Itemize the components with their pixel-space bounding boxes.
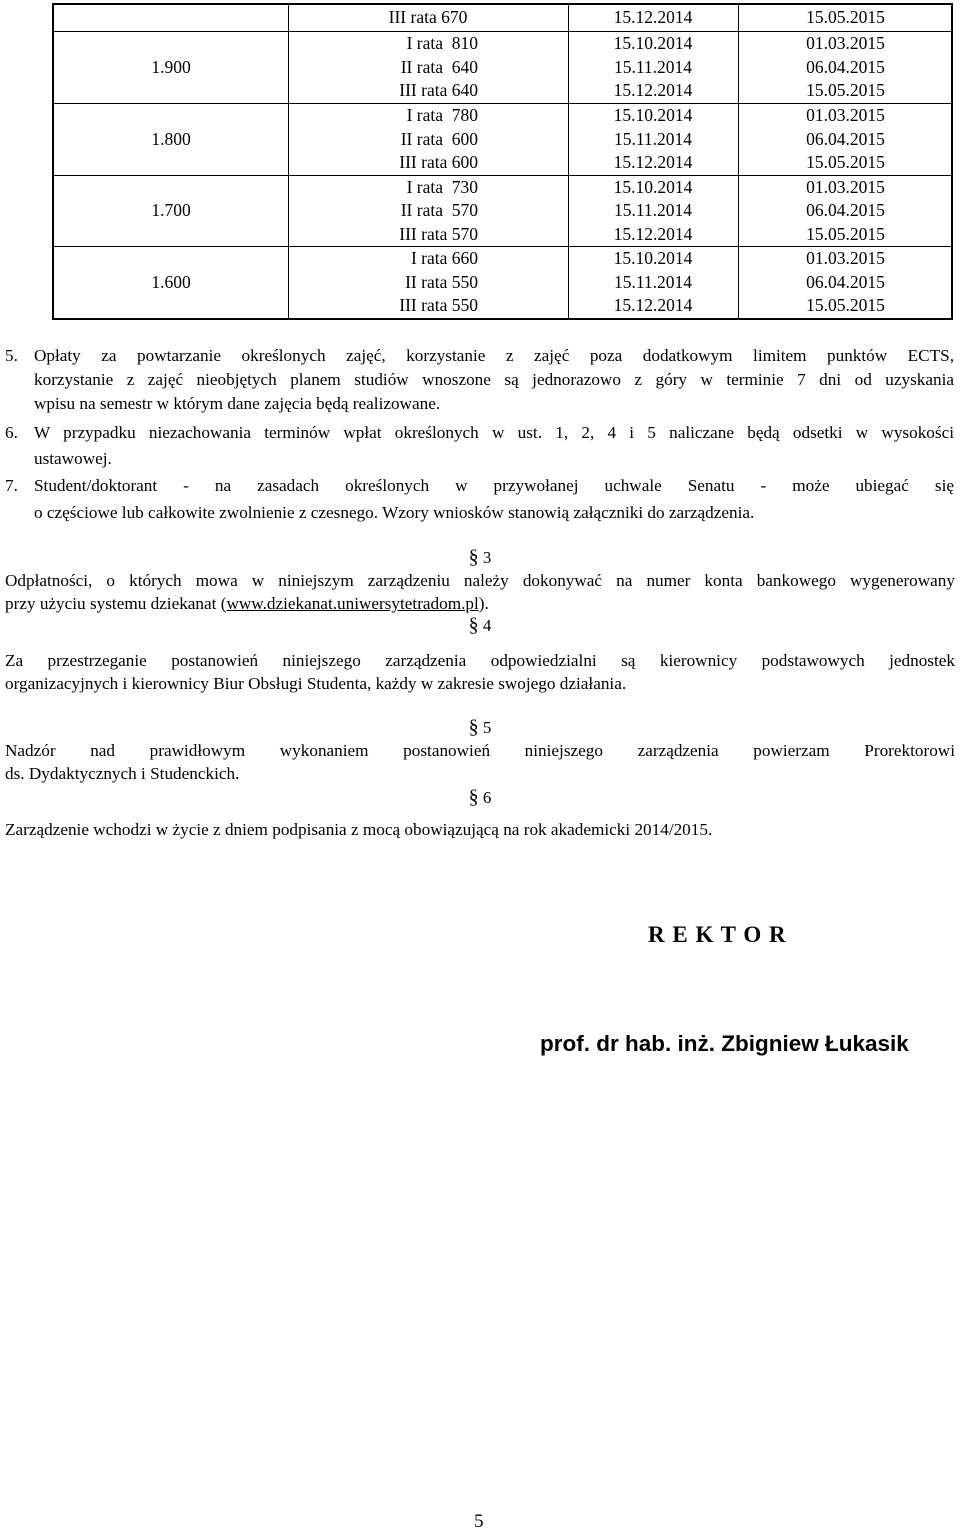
end-date: 15.05.2015 (806, 80, 885, 101)
item-text-line: W przypadku niezachowania terminów wpłat określonych w ust. 1, 2, 4 i 5 naliczane będą odsetki w wysokości (34, 423, 954, 442)
amount-cell (54, 5, 288, 31)
start-date: 15.12.2014 (613, 295, 693, 316)
table-row (54, 176, 951, 246)
start-date-cell (568, 247, 738, 318)
section-heading-5 (0, 716, 960, 739)
item-text-line: wpisu na semestr w którym dane zajęcia będą realizowane. (34, 394, 441, 413)
end-date-cell (738, 247, 953, 318)
installment-label: II rata 600 (400, 128, 478, 149)
installment-label: III rata 550 (399, 295, 478, 316)
end-date: 01.03.2015 (806, 176, 885, 197)
signatory-name: prof. dr hab. inż. Zbigniew Łukasik (540, 1031, 909, 1056)
end-date-cell (738, 104, 953, 175)
end-date-cell (738, 176, 953, 246)
item-text-line: Opłaty za powtarzanie określonych zajęć, korzystanie z zajęć poza dodatkowym limitem punktów ECTS, (34, 346, 954, 365)
installment-cell (288, 247, 568, 318)
installment-label: I rata 810 (406, 33, 478, 54)
section-3-text-line: Odpłatności, o których mowa w niniejszym zarządzeniu należy dokonywać na numer konta bankowego wygenerowany (5, 571, 955, 590)
start-date: 15.11.2014 (613, 56, 693, 77)
section-5-text-line: ds. Dydaktycznych i Studenckich. (5, 764, 240, 783)
end-date: 01.03.2015 (806, 248, 885, 269)
start-date: 15.12.2014 (613, 152, 693, 173)
item-text-line: Student/doktorant - na zasadach określonych w przywołanej uchwale Senatu - może ubiegać się (34, 476, 954, 495)
section-number: 4 (482, 616, 492, 635)
end-date: 15.05.2015 (806, 152, 885, 173)
table-row (54, 247, 951, 318)
start-date: 15.10.2014 (613, 248, 693, 269)
end-date: 01.03.2015 (806, 33, 885, 54)
start-date: 15.10.2014 (613, 105, 693, 126)
fee-table (52, 3, 953, 320)
start-date: 15.11.2014 (613, 128, 693, 149)
amount-value: 1.900 (151, 56, 191, 77)
table-row (54, 32, 951, 103)
installment-label: II rata 640 (400, 56, 478, 77)
start-date: 15.10.2014 (613, 33, 693, 54)
end-date: 15.05.2015 (806, 295, 885, 316)
end-date-cell (738, 32, 953, 103)
installment-label: III rata 640 (399, 80, 478, 101)
end-date: 15.05.2015 (806, 7, 885, 28)
section-heading-4 (0, 614, 960, 637)
section-4-text-line: organizacyjnych i kierownicy Biur Obsługi Studenta, każdy w zakresie swojego działania. (5, 674, 627, 693)
end-date: 15.05.2015 (806, 223, 885, 244)
end-date: 06.04.2015 (806, 200, 885, 221)
installment-cell (288, 104, 568, 175)
start-date-cell (568, 32, 738, 103)
start-date: 15.11.2014 (613, 271, 693, 292)
item-number: 6. (5, 423, 18, 442)
amount-value: 1.800 (151, 128, 191, 149)
section-symbol: § (468, 786, 479, 808)
end-date: 06.04.2015 (806, 128, 885, 149)
end-date: 01.03.2015 (806, 105, 885, 126)
section-6-text: Zarządzenie wchodzi w życie z dniem podpisania z mocą obowiązującą na rok akademicki 2014/2015. (5, 820, 713, 839)
amount-value: 1.700 (151, 200, 191, 221)
page-number: 5 (474, 1511, 484, 1532)
dziekanat-link[interactable]: www.dziekanat.uniwersytetradom.pl (226, 594, 479, 613)
installment-label: III rata 670 (388, 7, 468, 28)
amount-cell (54, 176, 288, 246)
table-row (54, 104, 951, 175)
text-fragment: przy użyciu systemu dziekanat ( (5, 594, 227, 613)
start-date: 15.12.2014 (613, 80, 693, 101)
installment-label: I rata 730 (406, 176, 478, 197)
start-date: 15.11.2014 (613, 200, 693, 221)
section-heading-3 (0, 546, 960, 569)
installment-cell (288, 5, 568, 31)
section-3-text-line (5, 592, 489, 616)
item-text-line: korzystanie z zajęć nieobjętych planem studiów wnoszone są jednorazowo z góry w terminie 7 dni od uzyskania (34, 370, 954, 389)
section-symbol: § (468, 546, 479, 568)
section-symbol: § (468, 716, 479, 738)
installment-label: II rata 550 (405, 271, 478, 292)
section-symbol: § (468, 614, 479, 636)
start-date-cell (568, 5, 738, 31)
text-fragment: ). (478, 594, 489, 613)
start-date-cell (568, 176, 738, 246)
amount-cell (54, 247, 288, 318)
item-number: 7. (5, 476, 18, 495)
installment-label: III rata 600 (399, 152, 478, 173)
start-date: 15.12.2014 (613, 223, 693, 244)
start-date-cell (568, 104, 738, 175)
amount-cell (54, 32, 288, 103)
section-5-text-line: Nadzór nad prawidłowym wykonaniem postanowień niniejszego zarządzenia powierzam Prorektorowi (5, 741, 955, 760)
installment-label: I rata 660 (410, 248, 478, 269)
installment-label: I rata 780 (406, 105, 478, 126)
table-row (54, 5, 951, 31)
section-number: 5 (482, 718, 492, 737)
amount-cell (54, 104, 288, 175)
rektor-title: R E K T O R (648, 922, 787, 947)
installment-cell (288, 32, 568, 103)
section-number: 6 (482, 788, 492, 807)
section-4-text-line: Za przestrzeganie postanowień niniejszego zarządzenia odpowiedzialni są kierownicy podstawowych jednostek (5, 651, 955, 670)
end-date: 06.04.2015 (806, 56, 885, 77)
end-date: 06.04.2015 (806, 271, 885, 292)
item-text-line: o częściowe lub całkowite zwolnienie z czesnego. Wzory wniosków stanowią załączniki do zarządzenia. (34, 503, 755, 522)
amount-value: 1.600 (151, 271, 191, 292)
installment-label: III rata 570 (399, 223, 478, 244)
start-date: 15.12.2014 (613, 7, 693, 28)
item-text-line: ustawowej. (34, 449, 112, 468)
start-date: 15.10.2014 (613, 176, 693, 197)
end-date-cell (738, 5, 953, 31)
installment-cell (288, 176, 568, 246)
section-number: 3 (482, 548, 492, 567)
installment-label: II rata 570 (400, 200, 478, 221)
section-heading-6 (0, 786, 960, 809)
item-number: 5. (5, 346, 18, 365)
